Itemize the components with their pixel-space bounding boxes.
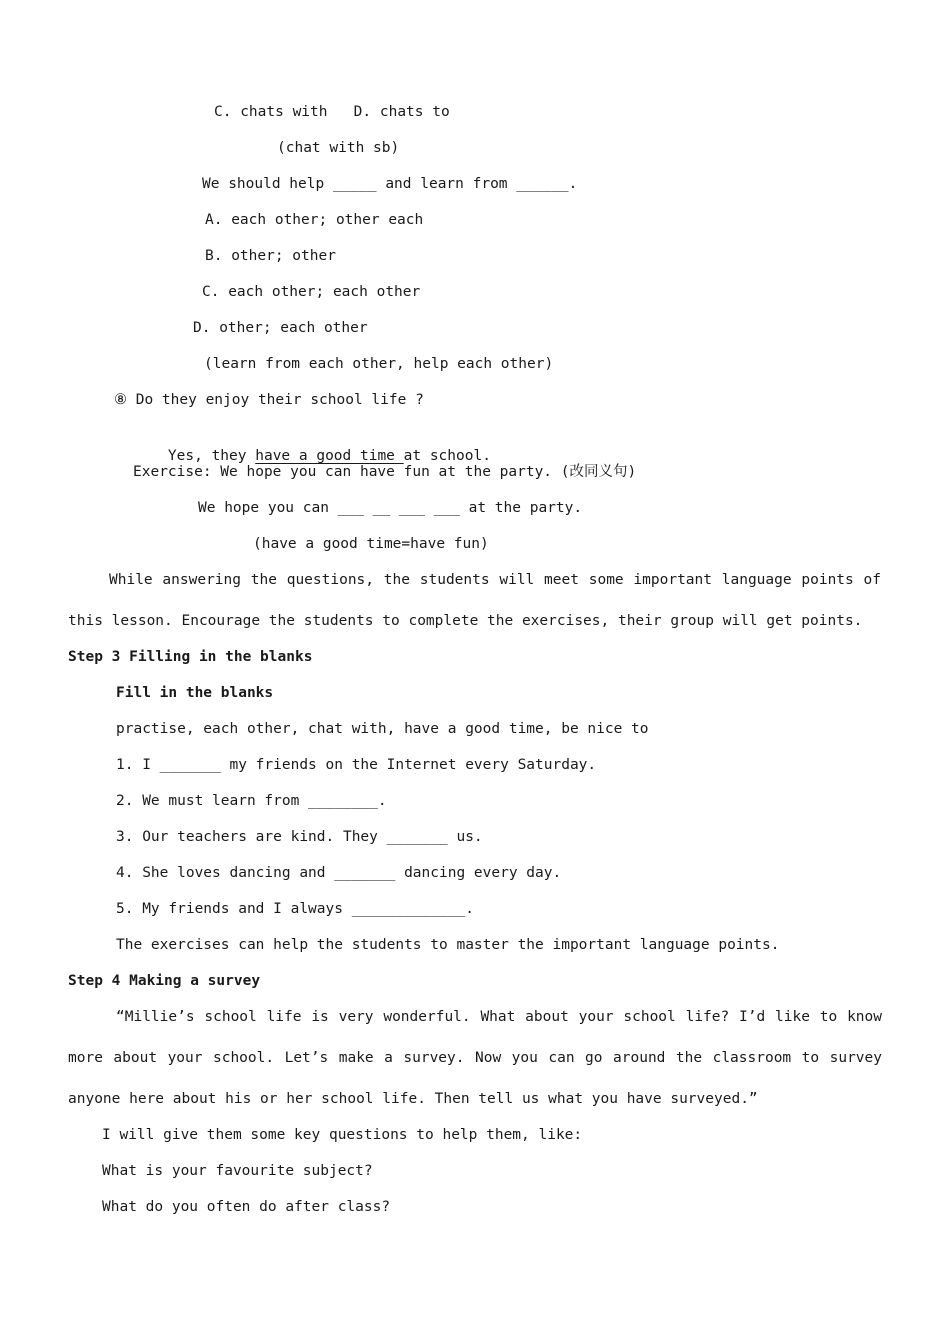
paragraph-line: “Millie’s school life is very wonderful. What about your school life? I’d like to know (116, 1009, 882, 1025)
blank-item: 3. Our teachers are kind. They _______ us. (116, 829, 483, 845)
question-line: What is your favourite subject? (102, 1163, 373, 1179)
answer-text: Yes, they (167, 448, 256, 464)
hint-line: (chat with sb) (277, 140, 400, 156)
answer-text: at school. (403, 448, 491, 464)
sub-heading: Fill in the blanks (116, 685, 274, 701)
blank-item: 2. We must learn from ________. (116, 793, 387, 809)
section-heading: Step 4 Making a survey (68, 973, 261, 989)
option-line: D. other; each other (193, 320, 368, 336)
paragraph-line: anyone here about his or her school life. Then tell us what you have surveyed.” (68, 1091, 758, 1107)
option-line: C. chats with D. chats to (214, 104, 450, 120)
word-bank: practise, each other, chat with, have a good time, be nice to (116, 721, 649, 737)
exercise-line: Exercise: We hope you can have fun at the party. (改同义句) (133, 464, 637, 480)
paragraph-line: I will give them some key questions to help them, like: (102, 1127, 583, 1143)
underlined-phrase: have a good time (255, 448, 404, 464)
option-line: C. each other; each other (202, 284, 421, 300)
option-line: B. other; other (205, 248, 336, 264)
hint-line: (learn from each other, help each other) (204, 356, 554, 372)
paragraph-line: this lesson. Encourage the students to complete the exercises, their group will get points. (68, 613, 863, 629)
hint-line: (have a good time=have fun) (253, 536, 489, 552)
option-line: A. each other; other each (205, 212, 424, 228)
paragraph-line: The exercises can help the students to master the important language points. (116, 937, 780, 953)
paragraph-line: more about your school. Let’s make a survey. Now you can go around the classroom to survey (68, 1050, 882, 1066)
blank-item: 5. My friends and I always _____________. (116, 901, 474, 917)
paragraph-line: While answering the questions, the students will meet some important language points of (109, 572, 881, 588)
section-heading: Step 3 Filling in the blanks (68, 649, 313, 665)
question-line: We should help _____ and learn from ______. (202, 176, 578, 192)
blank-item: 4. She loves dancing and _______ dancing every day. (116, 865, 562, 881)
exercise-line: We hope you can ___ __ ___ ___ at the party. (198, 500, 583, 516)
question-line: ⑧ Do they enjoy their school life ? (114, 392, 424, 408)
blank-item: 1. I _______ my friends on the Internet every Saturday. (116, 757, 597, 773)
question-line: What do you often do after class? (102, 1199, 391, 1215)
